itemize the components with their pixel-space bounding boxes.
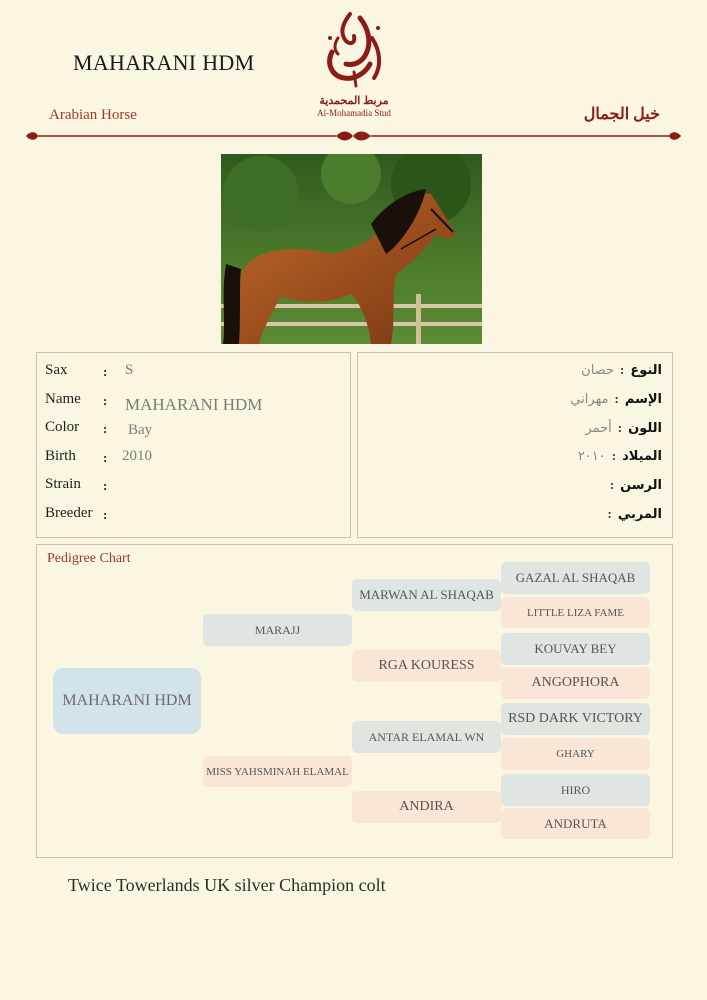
field-label: Name xyxy=(45,391,81,407)
field-label: Strain xyxy=(45,476,81,492)
info-row-ar-color: اللون:أحمر xyxy=(585,420,662,436)
pedigree-ggp-4: ANGOPHORA xyxy=(501,667,650,699)
info-row-ar-strain: الرسن: xyxy=(609,477,662,493)
pedigree-ggp-6: GHARY xyxy=(501,738,650,770)
pedigree-ggp-1: GAZAL AL SHAQAB xyxy=(501,562,650,594)
subtitle-arabic: خيل الجمال xyxy=(583,106,660,123)
logo-arabic-text: مربط المحمدية xyxy=(319,95,389,107)
field-label: Color xyxy=(45,419,80,435)
info-row-ar-breeder: المربي: xyxy=(607,506,662,522)
pedigree-ggp-7: HIRO xyxy=(501,774,650,806)
field-value: MAHARANI HDM xyxy=(125,395,263,414)
pedigree-dam-dam: ANDIRA xyxy=(352,791,501,823)
info-row-ar-type: النوع:حصان xyxy=(581,362,662,378)
pedigree-dam: MISS YAHSMINAH ELAMAL xyxy=(203,756,352,787)
pedigree-ggp-5: RSD DARK VICTORY xyxy=(501,703,650,735)
pedigree-title: Pedigree Chart xyxy=(47,551,131,566)
field-label: Sax xyxy=(45,362,68,378)
logo-english-text: Al-Mohamadia Stud xyxy=(317,108,391,118)
field-label: Breeder xyxy=(45,505,93,521)
pedigree-ggp-2: LITTLE LIZA FAME xyxy=(501,597,650,628)
pedigree-ggp-3: KOUVAY BEY xyxy=(501,633,650,665)
field-value: 2010 xyxy=(122,448,152,464)
field-label: Birth xyxy=(45,448,76,464)
pedigree-sire-dam: RGA KOURESS xyxy=(352,650,501,682)
pedigree-sire-sire: MARWAN AL SHAQAB xyxy=(352,579,501,611)
pedigree-root: MAHARANI HDM xyxy=(53,668,201,734)
pedigree-sire: MARAJJ xyxy=(203,614,352,646)
field-value: S xyxy=(125,362,134,378)
subtitle-english: Arabian Horse xyxy=(49,107,137,123)
horse-photo xyxy=(221,154,482,344)
field-value: Bay xyxy=(128,422,153,438)
pedigree-dam-sire: ANTAR ELAMAL WN xyxy=(352,721,501,753)
pedigree-ggp-8: ANDRUTA xyxy=(501,808,650,839)
ornamental-divider xyxy=(26,128,681,144)
achievement-note: Twice Towerlands UK silver Champion colt xyxy=(68,875,386,895)
info-row-ar-birth: الميلاد:٢٠١٠ xyxy=(577,448,662,464)
info-row-ar-name: الإسم:مهراني xyxy=(570,391,662,407)
horse-title: MAHARANI HDM xyxy=(73,50,255,75)
